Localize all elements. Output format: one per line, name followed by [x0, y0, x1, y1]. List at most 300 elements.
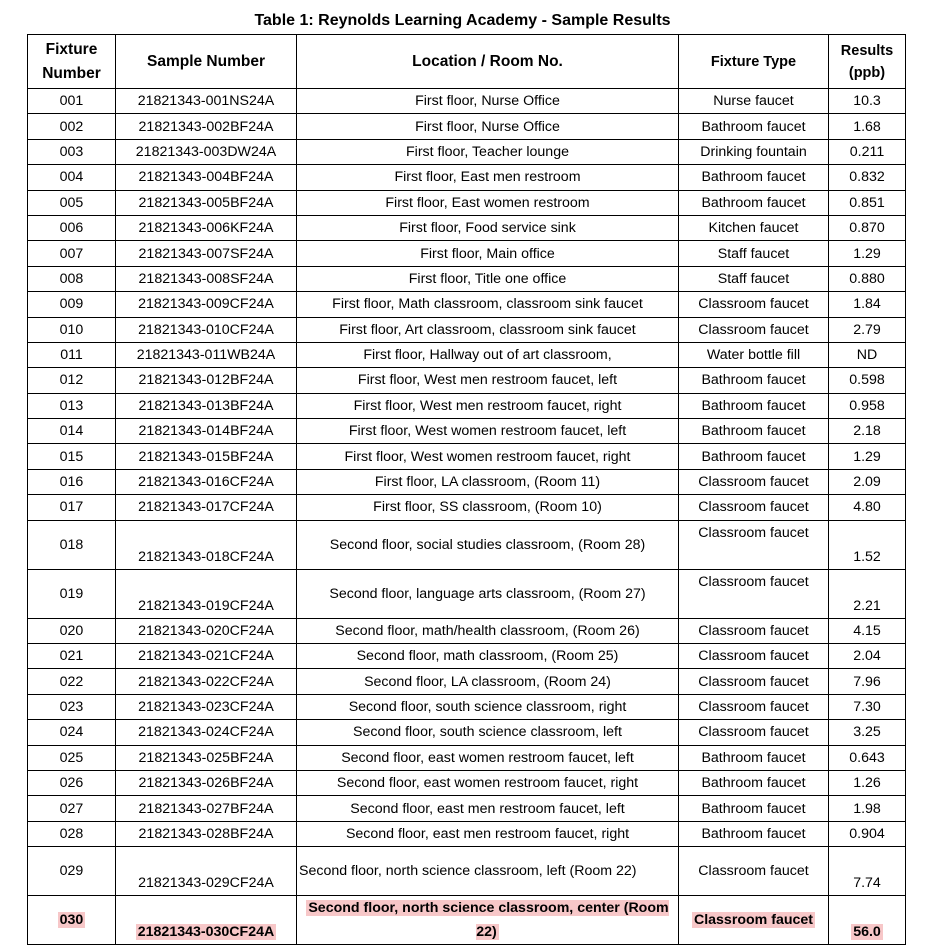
cell-result-text: 4.80	[853, 499, 881, 516]
cell-result-text: ND	[856, 347, 878, 364]
cell-fixture-type	[679, 796, 829, 821]
cell-fixture-type-text: Bathroom faucet	[701, 749, 806, 766]
cell-sample-number	[116, 469, 297, 494]
cell-sample-number-text: 21821343-012BF24A	[138, 372, 274, 389]
cell-location-text: First floor, East men restroom	[394, 169, 581, 186]
cell-location	[297, 139, 679, 164]
cell-fixture-type	[679, 770, 829, 795]
cell-result	[829, 266, 906, 291]
cell-result-text: 1.84	[853, 296, 881, 313]
table-row	[28, 669, 906, 694]
cell-result	[829, 745, 906, 770]
cell-fixture-type	[679, 520, 829, 569]
table-row	[28, 618, 906, 643]
cell-fixture-type	[679, 694, 829, 719]
cell-location-text: First floor, East women restroom	[385, 194, 590, 211]
cell-fixture-number-text: 029	[59, 863, 84, 880]
cell-fixture-type	[679, 444, 829, 469]
cell-fixture-number	[28, 495, 116, 520]
cell-fixture-type	[679, 720, 829, 745]
cell-fixture-type	[679, 317, 829, 342]
header-fixture-type: Fixture Type	[679, 35, 829, 89]
cell-location-text: First floor, LA classroom, (Room 11)	[374, 474, 601, 491]
cell-sample-number-text: 21821343-028BF24A	[138, 825, 274, 842]
cell-fixture-type-text: Staff faucet	[717, 270, 790, 287]
cell-sample-number	[116, 419, 297, 444]
cell-fixture-number-text: 026	[59, 775, 84, 792]
cell-sample-number-text: 21821343-016CF24A	[138, 474, 274, 491]
cell-result-text: 0.904	[849, 825, 885, 842]
table-row	[28, 770, 906, 795]
cell-location	[297, 368, 679, 393]
cell-location	[297, 241, 679, 266]
cell-location-text: Second floor, math classroom, (Room 25)	[356, 648, 619, 665]
cell-sample-number-text: 21821343-013BF24A	[138, 397, 274, 414]
cell-location-text: First floor, West women restroom faucet, left	[348, 423, 627, 440]
cell-result-text: 2.21	[853, 597, 881, 614]
cell-result-text: 0.851	[849, 194, 885, 211]
table-row	[28, 821, 906, 846]
table-row	[28, 520, 906, 569]
cell-fixture-type	[679, 165, 829, 190]
cell-fixture-number	[28, 368, 116, 393]
cell-sample-number-text: 21821343-029CF24A	[138, 875, 274, 892]
table-row	[28, 165, 906, 190]
cell-fixture-number-text: 003	[59, 143, 84, 160]
cell-sample-number	[116, 669, 297, 694]
header-row	[28, 35, 906, 89]
cell-fixture-type	[679, 469, 829, 494]
cell-sample-number-text: 21821343-002BF24A	[138, 118, 274, 135]
table-row	[28, 896, 906, 945]
cell-result-text: 1.26	[853, 775, 881, 792]
cell-location	[297, 644, 679, 669]
table-row	[28, 720, 906, 745]
cell-fixture-type-text: Bathroom faucet	[701, 397, 806, 414]
cell-location-text: Second floor, south science classroom, left	[353, 724, 622, 741]
cell-sample-number-text: 21821343-027BF24A	[138, 800, 274, 817]
cell-sample-number	[116, 745, 297, 770]
cell-fixture-type-text: Classroom faucet	[698, 524, 809, 541]
cell-fixture-number-text: 030	[59, 912, 84, 929]
header-results-line1: Results	[840, 42, 894, 59]
cell-fixture-number-text: 023	[59, 699, 84, 715]
cell-sample-number	[116, 796, 297, 821]
cell-fixture-type-text: Classroom faucet	[698, 863, 809, 880]
cell-location	[297, 796, 679, 821]
cell-result	[829, 644, 906, 669]
cell-result-text: 0.958	[849, 397, 885, 414]
cell-result	[829, 569, 906, 618]
cell-location-text: First floor, SS classroom, (Room 10)	[373, 499, 602, 516]
cell-result	[829, 89, 906, 114]
cell-result	[829, 495, 906, 520]
cell-fixture-type	[679, 342, 829, 367]
cell-sample-number	[116, 393, 297, 418]
cell-sample-number	[116, 215, 297, 240]
cell-sample-number	[116, 241, 297, 266]
cell-fixture-number-text: 015	[59, 448, 84, 465]
cell-fixture-type-text: Classroom faucet	[698, 699, 809, 715]
cell-fixture-type-text: Classroom faucet	[698, 499, 809, 516]
table-row	[28, 745, 906, 770]
table-row	[28, 393, 906, 418]
cell-fixture-type	[679, 847, 829, 896]
cell-sample-number-text: 21821343-019CF24A	[138, 597, 274, 614]
cell-result	[829, 694, 906, 719]
cell-location-text: First floor, Food service sink	[399, 220, 576, 237]
cell-fixture-number	[28, 241, 116, 266]
cell-fixture-number	[28, 569, 116, 618]
cell-fixture-number	[28, 342, 116, 367]
cell-result-text: 1.29	[853, 245, 881, 262]
cell-location-text: Second floor, social studies classroom, (Room 28)	[329, 536, 646, 553]
cell-location-text: Second floor, east women restroom faucet, right	[336, 775, 639, 792]
cell-location	[297, 165, 679, 190]
cell-fixture-number	[28, 89, 116, 114]
cell-fixture-number-text: 004	[59, 169, 84, 186]
cell-fixture-number-text: 007	[59, 245, 84, 262]
cell-result	[829, 469, 906, 494]
cell-fixture-type	[679, 896, 829, 945]
cell-fixture-type-text: Bathroom faucet	[701, 169, 806, 186]
header-fixture-number-line2: Number	[42, 64, 101, 82]
table-row	[28, 569, 906, 618]
cell-fixture-number-text: 024	[59, 724, 84, 741]
cell-location-text: Second floor, east women restroom faucet, left	[341, 749, 634, 766]
table-row	[28, 796, 906, 821]
cell-result	[829, 317, 906, 342]
cell-location-text: First floor, West men restroom faucet, left	[357, 372, 618, 389]
cell-fixture-number-text: 018	[59, 536, 84, 553]
cell-fixture-number	[28, 694, 116, 719]
cell-sample-number-text: 21821343-003DW24A	[135, 143, 277, 160]
cell-fixture-type	[679, 139, 829, 164]
cell-result	[829, 796, 906, 821]
cell-location	[297, 469, 679, 494]
cell-fixture-type	[679, 190, 829, 215]
cell-fixture-number-text: 025	[59, 749, 84, 766]
cell-location-text: First floor, West women restroom faucet, right	[344, 448, 631, 465]
cell-result-text: 4.15	[853, 622, 881, 639]
cell-sample-number	[116, 444, 297, 469]
cell-result-text: 1.29	[853, 448, 881, 465]
cell-sample-number-text: 21821343-026BF24A	[138, 775, 274, 792]
table-row	[28, 139, 906, 164]
cell-fixture-type	[679, 618, 829, 643]
cell-sample-number-text: 21821343-020CF24A	[138, 622, 274, 639]
cell-location-text: Second floor, LA classroom, (Room 24)	[364, 673, 611, 690]
cell-fixture-type-text: Bathroom faucet	[701, 118, 806, 135]
cell-result	[829, 520, 906, 569]
cell-fixture-number-text: 008	[59, 270, 84, 287]
cell-sample-number-text: 21821343-006KF24A	[138, 220, 274, 237]
cell-fixture-number-text: 012	[59, 372, 84, 389]
cell-location	[297, 495, 679, 520]
table-row	[28, 89, 906, 114]
cell-result	[829, 669, 906, 694]
cell-fixture-type-text: Classroom faucet	[698, 321, 809, 338]
cell-location-text: First floor, Math classroom, classroom sink faucet	[332, 296, 643, 313]
cell-location-text: Second floor, east men restroom faucet, left	[350, 800, 625, 817]
cell-fixture-number	[28, 896, 116, 945]
cell-sample-number-text: 21821343-022CF24A	[138, 673, 274, 690]
cell-fixture-number	[28, 669, 116, 694]
cell-result	[829, 847, 906, 896]
cell-sample-number	[116, 644, 297, 669]
table-row	[28, 644, 906, 669]
cell-fixture-number-text: 002	[59, 118, 84, 135]
cell-location	[297, 393, 679, 418]
cell-result-text: 7.96	[853, 673, 881, 690]
cell-location-text: Second floor, north science classroom, left (Room 22)	[299, 863, 637, 880]
cell-sample-number	[116, 569, 297, 618]
cell-location-text: Second floor, south science classroom, right	[348, 699, 627, 715]
cell-fixture-number-text: 027	[59, 800, 84, 817]
cell-sample-number-text: 21821343-007SF24A	[138, 245, 274, 262]
cell-fixture-number	[28, 644, 116, 669]
cell-fixture-type-text: Drinking fountain	[700, 143, 807, 160]
cell-location	[297, 190, 679, 215]
cell-fixture-number	[28, 796, 116, 821]
header-results-line2: (ppb)	[848, 64, 886, 81]
cell-result-text: 7.74	[853, 875, 881, 892]
cell-fixture-number	[28, 720, 116, 745]
cell-sample-number-text: 21821343-023CF24A	[138, 699, 274, 715]
cell-fixture-type-text: Bathroom faucet	[701, 372, 806, 389]
cell-location	[297, 266, 679, 291]
cell-location-text: First floor, Title one office	[408, 270, 567, 287]
cell-fixture-number-text: 016	[59, 474, 84, 491]
table-row	[28, 114, 906, 139]
cell-location	[297, 444, 679, 469]
cell-sample-number	[116, 165, 297, 190]
cell-location	[297, 770, 679, 795]
cell-location-text: First floor, Nurse Office	[415, 118, 560, 135]
cell-sample-number	[116, 292, 297, 317]
cell-fixture-number-text: 028	[59, 825, 84, 842]
cell-fixture-number	[28, 215, 116, 240]
cell-sample-number	[116, 821, 297, 846]
cell-fixture-type	[679, 745, 829, 770]
cell-sample-number	[116, 520, 297, 569]
cell-fixture-type	[679, 89, 829, 114]
cell-sample-number-text: 21821343-008SF24A	[138, 270, 274, 287]
cell-fixture-number	[28, 165, 116, 190]
cell-fixture-type-text: Classroom faucet	[693, 912, 814, 929]
cell-fixture-type-text: Classroom faucet	[698, 673, 809, 690]
cell-sample-number	[116, 114, 297, 139]
cell-location-text: First floor, Nurse Office	[415, 93, 560, 110]
cell-location	[297, 821, 679, 846]
table-row	[28, 495, 906, 520]
cell-sample-number-text: 21821343-025BF24A	[138, 749, 274, 766]
cell-fixture-number-text: 006	[59, 220, 84, 237]
cell-location	[297, 569, 679, 618]
cell-fixture-type-text: Staff faucet	[717, 245, 790, 262]
cell-fixture-type-text: Bathroom faucet	[701, 825, 806, 842]
cell-fixture-number	[28, 419, 116, 444]
cell-sample-number-text: 21821343-021CF24A	[138, 648, 274, 665]
cell-fixture-type-text: Kitchen faucet	[708, 220, 799, 237]
header-location: Location / Room No.	[297, 35, 679, 89]
cell-result-text: 2.18	[853, 423, 881, 440]
cell-fixture-type-text: Classroom faucet	[698, 724, 809, 741]
cell-sample-number	[116, 618, 297, 643]
cell-sample-number	[116, 495, 297, 520]
cell-location	[297, 114, 679, 139]
table-row	[28, 368, 906, 393]
cell-fixture-type	[679, 393, 829, 418]
cell-sample-number	[116, 266, 297, 291]
cell-fixture-type-text: Classroom faucet	[698, 474, 809, 491]
cell-result	[829, 241, 906, 266]
results-table	[27, 34, 906, 945]
cell-fixture-number-text: 001	[59, 93, 84, 110]
cell-location	[297, 317, 679, 342]
cell-result	[829, 292, 906, 317]
header-fixture-number	[28, 35, 116, 89]
cell-fixture-number	[28, 393, 116, 418]
header-fixture-number-line1: Fixture	[45, 40, 98, 58]
cell-location-text: First floor, West men restroom faucet, right	[353, 397, 622, 414]
cell-sample-number-text: 21821343-024CF24A	[138, 724, 274, 741]
cell-fixture-type	[679, 821, 829, 846]
table-row	[28, 694, 906, 719]
cell-location	[297, 215, 679, 240]
cell-sample-number	[116, 694, 297, 719]
cell-result	[829, 896, 906, 945]
cell-location	[297, 342, 679, 367]
cell-fixture-number-text: 005	[59, 194, 84, 211]
cell-location	[297, 694, 679, 719]
cell-result	[829, 215, 906, 240]
cell-location-text: Second floor, language arts classroom, (Room 27)	[329, 585, 646, 602]
cell-sample-number-text: 21821343-009CF24A	[138, 296, 274, 313]
cell-result	[829, 770, 906, 795]
cell-fixture-number-text: 011	[60, 347, 83, 364]
cell-result-text: 3.25	[853, 724, 881, 741]
cell-fixture-type	[679, 368, 829, 393]
table-row	[28, 215, 906, 240]
cell-fixture-type-text: Water bottle fill	[706, 347, 801, 364]
cell-result-text: 1.98	[853, 800, 881, 817]
cell-result-text: 1.68	[853, 118, 881, 135]
table-row	[28, 469, 906, 494]
cell-fixture-number	[28, 618, 116, 643]
cell-result-text: 10.3	[853, 93, 881, 110]
cell-fixture-type	[679, 644, 829, 669]
cell-sample-number	[116, 770, 297, 795]
cell-fixture-number	[28, 266, 116, 291]
cell-result-text: 2.79	[853, 321, 881, 338]
cell-fixture-number	[28, 292, 116, 317]
cell-result	[829, 720, 906, 745]
cell-result-text: 0.832	[849, 169, 885, 186]
cell-fixture-number-text: 022	[59, 673, 84, 690]
cell-result-text: 0.211	[849, 143, 885, 160]
cell-fixture-type	[679, 569, 829, 618]
header-sample-number: Sample Number	[116, 35, 297, 89]
cell-result	[829, 821, 906, 846]
cell-fixture-number-text: 014	[59, 423, 84, 440]
cell-fixture-number-text: 010	[59, 321, 84, 338]
cell-fixture-type-text: Nurse faucet	[713, 93, 794, 110]
cell-result	[829, 342, 906, 367]
table-row	[28, 190, 906, 215]
cell-sample-number	[116, 896, 297, 945]
cell-sample-number	[116, 342, 297, 367]
cell-sample-number	[116, 720, 297, 745]
cell-fixture-type	[679, 495, 829, 520]
table-row	[28, 266, 906, 291]
table-row	[28, 292, 906, 317]
cell-result-text: 0.643	[849, 749, 885, 766]
table-row	[28, 241, 906, 266]
cell-fixture-number	[28, 139, 116, 164]
cell-location	[297, 669, 679, 694]
cell-fixture-type-text: Classroom faucet	[698, 573, 809, 590]
cell-location-text: First floor, Teacher lounge	[406, 143, 569, 160]
cell-fixture-type-text: Bathroom faucet	[701, 194, 806, 211]
cell-location	[297, 89, 679, 114]
cell-result-text: 1.52	[853, 548, 881, 565]
cell-location-text: First floor, Hallway out of art classroom,	[363, 347, 612, 364]
cell-fixture-number-text: 019	[59, 585, 84, 602]
header-results	[829, 35, 906, 89]
cell-fixture-type	[679, 419, 829, 444]
cell-result	[829, 368, 906, 393]
table-row	[28, 317, 906, 342]
cell-sample-number	[116, 368, 297, 393]
cell-fixture-type	[679, 266, 829, 291]
cell-result-text: 0.870	[849, 220, 885, 237]
cell-location	[297, 720, 679, 745]
table-row	[28, 342, 906, 367]
cell-location	[297, 292, 679, 317]
cell-fixture-number	[28, 444, 116, 469]
cell-fixture-number-text: 020	[59, 622, 84, 639]
cell-sample-number-text: 21821343-005BF24A	[138, 194, 274, 211]
cell-location-text: Second floor, math/health classroom, (Room 26)	[335, 622, 640, 639]
cell-fixture-type-text: Bathroom faucet	[701, 800, 806, 817]
cell-result-text: 2.04	[853, 648, 881, 665]
cell-fixture-type	[679, 215, 829, 240]
cell-sample-number	[116, 317, 297, 342]
cell-location-text: Second floor, north science classroom, center (Room 22)	[308, 900, 669, 941]
cell-location	[297, 419, 679, 444]
cell-fixture-number	[28, 469, 116, 494]
table-row	[28, 444, 906, 469]
table-title: Table 1: Reynolds Learning Academy - Sample Results	[254, 12, 671, 29]
table-row	[28, 419, 906, 444]
cell-sample-number-text: 21821343-030CF24A	[137, 924, 275, 941]
cell-fixture-number-text: 013	[59, 397, 84, 414]
cell-fixture-number	[28, 770, 116, 795]
cell-fixture-number-text: 017	[59, 499, 84, 516]
table-row	[28, 847, 906, 896]
cell-fixture-type	[679, 669, 829, 694]
cell-fixture-type-text: Bathroom faucet	[701, 775, 806, 792]
cell-fixture-type	[679, 241, 829, 266]
cell-result	[829, 618, 906, 643]
cell-fixture-number	[28, 847, 116, 896]
cell-result	[829, 190, 906, 215]
cell-fixture-number	[28, 190, 116, 215]
cell-sample-number-text: 21821343-015BF24A	[138, 448, 274, 465]
cell-result	[829, 419, 906, 444]
cell-fixture-number-text: 009	[59, 296, 84, 313]
